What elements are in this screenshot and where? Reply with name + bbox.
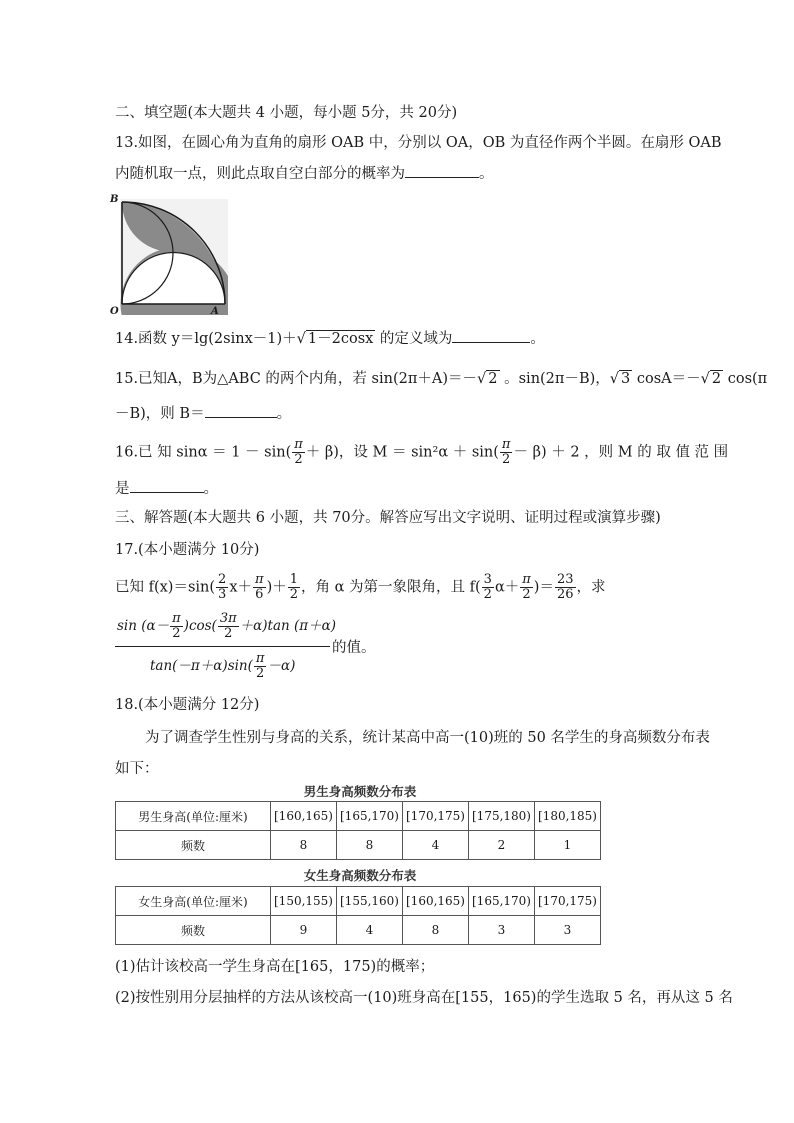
q14-text-pre: 14.函数 y＝lg(2sinx－1)＋ <box>115 331 297 347</box>
frac-23-26 <box>555 573 576 602</box>
female-table-title: 女生身高频数分布表 <box>303 868 417 883</box>
sector-figure <box>108 190 228 315</box>
table-cell: 4 <box>403 831 469 860</box>
frac-num: π <box>255 572 264 587</box>
q16-text-end: － β) ＋ 2 ，则 M 的 取 值 范 围 <box>513 444 729 461</box>
table-cell: 2 <box>469 831 535 860</box>
table-row <box>116 916 601 945</box>
frac-den: 2 <box>289 587 299 602</box>
table-cell: 8 <box>271 831 337 860</box>
q17-text-pre: 已知 f(x)＝sin( <box>115 579 216 596</box>
frac-2-3 <box>216 573 228 602</box>
q17-ask: ，求 <box>576 579 606 596</box>
table-cell: 8 <box>403 916 469 945</box>
frac-den: 2 <box>522 587 531 602</box>
q15-text-line2: －B)，则 B＝ <box>115 406 205 422</box>
q15-answer-blank <box>205 403 277 418</box>
table-header-cell: 频数 <box>116 916 271 945</box>
frac-num: 1 <box>289 572 299 587</box>
q16-line2 <box>115 478 218 499</box>
q18-text1: 为了调查学生性别与身高的关系，统计某高中高一(10)班的 50 名学生的身高频数分布表 <box>145 730 710 746</box>
q14-radicand: 1－2cosx <box>307 331 374 347</box>
q15-root-2a: 2 <box>488 371 498 387</box>
frac-den: 26 <box>556 587 574 602</box>
q13-period: 。 <box>479 166 494 182</box>
frac-pi-2 <box>254 652 267 681</box>
q13-answer-blank <box>405 163 479 178</box>
q14-line <box>115 328 545 349</box>
den-part-b: －α) <box>267 658 296 674</box>
frac-num: π <box>172 611 181 626</box>
frac-3-2 <box>482 573 494 602</box>
frac-num: π <box>522 572 531 587</box>
q15-text-end: cos(π <box>723 371 768 387</box>
den-part-a: tan(－π＋α)sin( <box>150 658 253 674</box>
q16-answer-blank <box>130 478 204 493</box>
label-a: A <box>211 306 219 315</box>
q14-answer-blank <box>452 328 530 343</box>
q14-text-post: 的定义域为 <box>375 331 453 347</box>
frac-den: 2 <box>294 452 303 467</box>
q18-title: 18.(本小题满分 12分) <box>115 697 260 713</box>
frac-num: 23 <box>556 572 574 587</box>
q17-mid: )＋ <box>266 579 287 596</box>
q18-part1: (1)估计该校高一学生身高在[165，175)的概率； <box>115 959 435 975</box>
frac-num: 3π <box>219 611 237 626</box>
table-cell: [175,180) <box>469 802 535 831</box>
q15-period: 。 <box>276 406 292 422</box>
frac-pi-2 <box>170 612 183 641</box>
table-cell: [165,170) <box>337 802 403 831</box>
frac-den: 2 <box>256 666 265 681</box>
q16-frac-1 <box>292 438 305 467</box>
frac-den: 2 <box>502 452 511 467</box>
q15-line2 <box>115 403 291 424</box>
frac-den: 3 <box>218 587 227 602</box>
male-table-title: 男生身高频数分布表 <box>303 784 417 799</box>
frac-den: 2 <box>172 626 181 641</box>
table-cell: [160,165) <box>271 802 337 831</box>
q15-root-3: 3 <box>621 371 631 387</box>
num-part-a: sin (α－ <box>117 618 170 634</box>
q17-tail: 的值。 <box>332 640 376 656</box>
frac-num: π <box>294 437 303 452</box>
q16-text-pre: 16.已 知 sinα ＝ 1 － sin( <box>115 444 292 461</box>
q17-a2: α＋ <box>494 579 520 596</box>
table-cell: [155,160) <box>337 887 403 916</box>
q17-alpha: ，角 α 为第一象限角，且 f( <box>301 579 481 596</box>
q16-text-line2: 是 <box>115 481 130 497</box>
table-header-cell: 频数 <box>116 831 271 860</box>
frac-den: 2 <box>224 626 233 641</box>
q17-title: 17.(本小题满分 10分) <box>115 542 260 558</box>
table-cell: [150,155) <box>271 887 337 916</box>
num-part-d: ＋α)tan (π＋α) <box>239 618 337 634</box>
table-row <box>116 802 601 831</box>
table-cell: 8 <box>337 831 403 860</box>
q15-text-mid: 。sin(2π－B)， <box>499 371 610 387</box>
label-b: B <box>110 194 119 205</box>
q15-text-mid2: cosA＝－ <box>632 371 701 387</box>
table-cell: 4 <box>337 916 403 945</box>
q18-text2: 如下： <box>115 761 159 777</box>
table-cell: [180,185) <box>535 802 601 831</box>
table-cell: [170,175) <box>535 887 601 916</box>
q13-line2 <box>115 163 494 184</box>
table-row <box>116 887 601 916</box>
q17-eq: )＝ <box>533 579 554 596</box>
frac-num: 2 <box>218 572 227 587</box>
q17-expr-denominator <box>150 652 295 681</box>
fraction-bar <box>115 646 330 647</box>
q18-part2: (2)按性别用分层抽样的方法从该校高一(10)班身高在[155，165)的学生选取 5 名，再从这 5 名 <box>115 990 733 1006</box>
sqrt-sign: √ <box>609 371 620 387</box>
q15-line1 <box>115 369 767 389</box>
q16-text-mid: ＋ β)，设 M ＝ sin²α ＋ sin( <box>305 444 499 461</box>
table-cell: 9 <box>271 916 337 945</box>
q17-expr-numerator <box>117 612 336 641</box>
q13-text: 内随机取一点，则此点取自空白部分的概率为 <box>115 166 405 182</box>
table-cell: [170,175) <box>403 802 469 831</box>
q16-line1 <box>115 438 728 467</box>
num-part-b: )cos( <box>183 618 217 634</box>
label-o: O <box>110 306 119 315</box>
sqrt-sign: √ <box>700 371 710 387</box>
sqrt-sign: √ <box>477 371 487 387</box>
table-cell: 3 <box>535 916 601 945</box>
frac-1-2 <box>288 573 300 602</box>
table-cell: [160,165) <box>403 887 469 916</box>
section2-heading: 二、填空题(本大题共 4 小题，每小题 5分，共 20分) <box>115 105 458 121</box>
frac-num: π <box>501 437 511 452</box>
frac-pi-2 <box>520 573 533 602</box>
male-frequency-table <box>115 801 601 860</box>
q15-root-2b: 2 <box>711 371 722 387</box>
table-cell: 1 <box>535 831 601 860</box>
frac-num: π <box>255 651 265 666</box>
table-header-cell: 男生身高(单位:厘米) <box>116 802 271 831</box>
q15-text-pre: 15.已知A，B为△ABC 的两个内角，若 sin(2π＋A)＝－ <box>115 371 478 387</box>
frac-den: 2 <box>483 587 492 602</box>
q13-line1: 13.如图，在圆心角为直角的扇形 OAB 中，分别以 OA，OB 为直径作两个半圆。在扇形 OAB <box>115 135 722 151</box>
frac-den: 6 <box>255 587 264 602</box>
q14-period: 。 <box>530 331 545 347</box>
sqrt-sign: √ <box>296 331 306 347</box>
table-cell: 3 <box>469 916 535 945</box>
table-cell: [165,170) <box>469 887 535 916</box>
frac-num: 3 <box>483 572 492 587</box>
q16-period: 。 <box>203 481 218 497</box>
frac-3pi-2 <box>218 612 239 641</box>
section3-heading: 三、解答题(本大题共 6 小题，共 70分。解答应写出文字说明、证明过程或演算步骤) <box>115 510 661 526</box>
table-row <box>116 831 601 860</box>
female-frequency-table <box>115 886 601 945</box>
frac-pi-6 <box>253 573 266 602</box>
q16-frac-2 <box>500 438 513 467</box>
q17-line1 <box>115 573 606 602</box>
table-header-cell: 女生身高(单位:厘米) <box>116 887 271 916</box>
q17-x: x＋ <box>229 579 253 596</box>
